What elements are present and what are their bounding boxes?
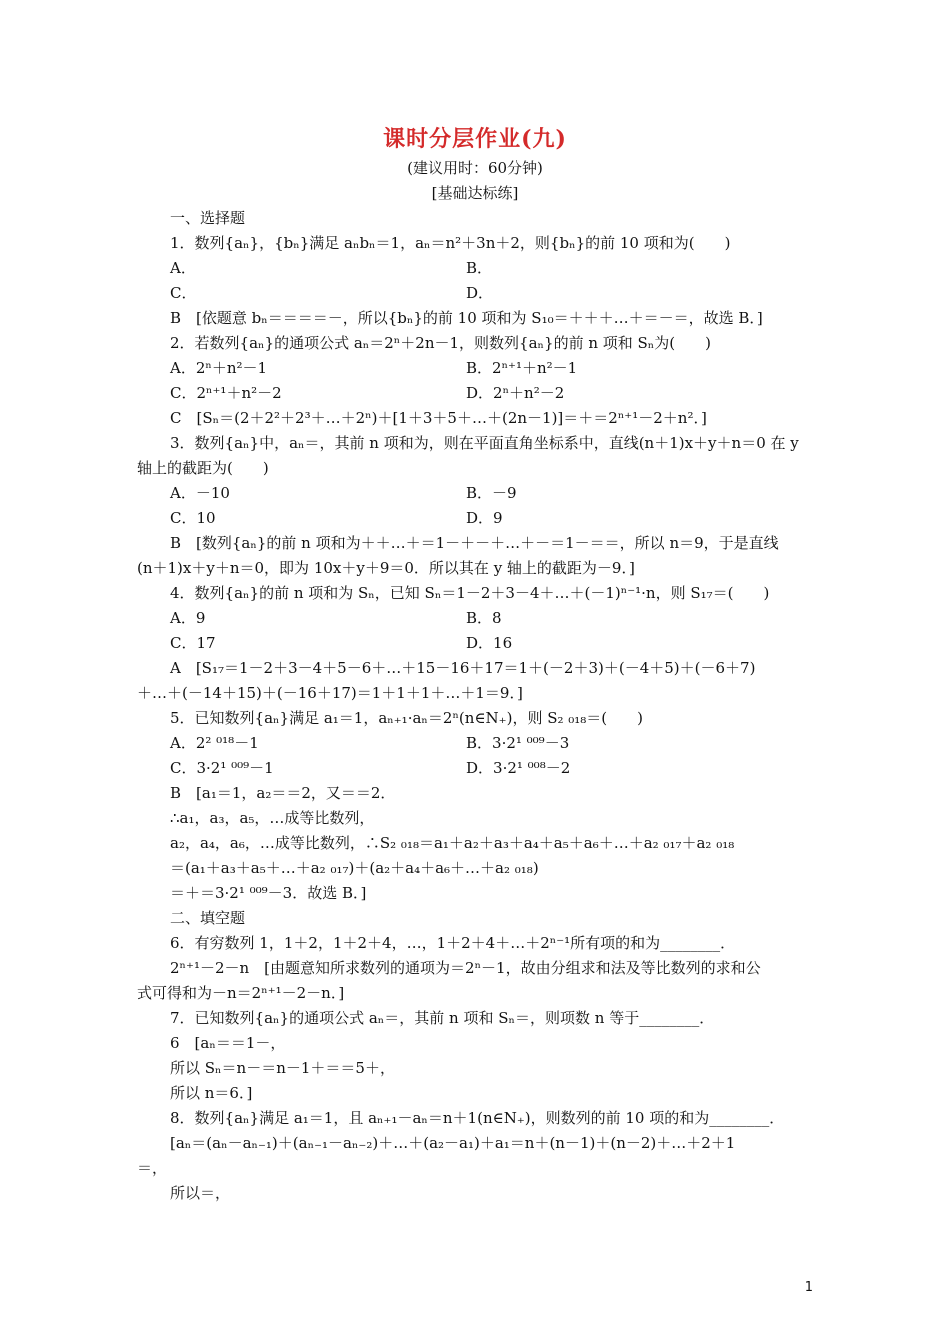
text-line: ＝(a₁＋a₃＋a₅＋…＋a₂ ₀₁₇)＋(a₂＋a₄＋a₆＋…＋a₂ ₀₁₈) (170, 859, 539, 877)
text-line: B．2ⁿ⁺¹＋n²－1 (466, 359, 578, 377)
text-line: C．10 (170, 509, 216, 527)
text-line: 式可得和为－n＝2ⁿ⁺¹－2－n．] (137, 984, 345, 1002)
text-line: 2．若数列{aₙ}的通项公式 aₙ＝2ⁿ＋2n－1，则数列{aₙ}的前 n 项和 Sₙ为( ) (170, 334, 711, 352)
text-line: A [S₁₇＝1－2＋3－4＋5－6＋…＋15－16＋17＝1＋(－2＋3)＋(－4＋5)＋(－6＋7) (170, 659, 756, 677)
text-line: 一、选择题 (170, 209, 246, 227)
text-line: ＋…＋(－14＋15)＋(－16＋17)＝1＋1＋1＋…＋1＝9．] (137, 684, 523, 702)
text-line: 1．数列{aₙ}，{bₙ}满足 aₙbₙ＝1，aₙ＝n²＋3n＋2，则{bₙ}的前 10 项和为( ) (170, 234, 731, 252)
text-line: D．2ⁿ＋n²－2 (466, 384, 565, 402)
text-line: B．－9 (466, 484, 517, 502)
text-line: B． (466, 259, 493, 277)
text-line: (n＋1)x＋y＋n＝0，即为 10x＋y＋9＝0．所以其在 y 轴上的截距为－9．] (137, 559, 635, 577)
text-line: 6 [aₙ＝＝1－， (170, 1034, 286, 1052)
text-line: ＝＋＝3·2¹ ⁰⁰⁹－3．故选 B．] (170, 884, 367, 902)
text-line: 2ⁿ⁺¹－2－n [由题意知所求数列的通项为＝2ⁿ－1，故由分组求和法及等比数列的求和公 (170, 959, 761, 977)
text-line: 所以＝， (170, 1184, 231, 1202)
text-line: B．3·2¹ ⁰⁰⁹－3 (466, 734, 570, 752)
time-hint: (建议用时：60分钟) (407, 159, 543, 177)
text-line: D．9 (466, 509, 503, 527)
text-line: D．16 (466, 634, 513, 652)
text-line: D． (466, 284, 494, 302)
text-line: A．2² ⁰¹⁸－1 (170, 734, 259, 752)
text-line: ＝， (137, 1159, 168, 1177)
text-line: C．2ⁿ⁺¹＋n²－2 (170, 384, 282, 402)
text-line: A． (170, 259, 196, 277)
text-line: A．－10 (170, 484, 230, 502)
text-line: B [a₁＝1，a₂＝＝2，又＝＝2． (170, 784, 396, 802)
text-line: 5．已知数列{aₙ}满足 a₁＝1，aₙ₊₁·aₙ＝2ⁿ(n∈N₊)，则 S₂ ₀₁₈＝( ) (170, 709, 644, 727)
text-line: 4．数列{aₙ}的前 n 项和为 Sₙ，已知 Sₙ＝1－2＋3－4＋…＋(－1)ⁿ⁻¹·n，则 S₁₇＝( ) (170, 584, 770, 602)
text-line: 轴上的截距为( ) (137, 459, 269, 477)
text-line: 所以 n＝6．] (170, 1084, 253, 1102)
text-line: [aₙ＝(aₙ－aₙ₋₁)＋(aₙ₋₁－aₙ₋₂)＋…＋(a₂－a₁)＋a₁＝n＋(n－1)＋(n－2)＋…＋2＋1 (170, 1134, 736, 1152)
text-line: C．17 (170, 634, 216, 652)
text-line: B [依题意 bₙ＝＝＝＝－，所以{bₙ}的前 10 项和为 S₁₀＝＋＋＋…＋＝－＝，故选 B．] (170, 309, 763, 327)
text-line: C． (170, 284, 197, 302)
text-line: 二、填空题 (170, 909, 246, 927)
text-line: C．3·2¹ ⁰⁰⁹－1 (170, 759, 274, 777)
text-line: B [数列{aₙ}的前 n 项和为＋＋…＋＝1－＋－＋…＋－＝1－＝＝，所以 n＝9，于是直线 (170, 534, 779, 552)
text-line: ∴a₁，a₃，a₅，…成等比数列， (170, 809, 375, 827)
text-line: a₂，a₄，a₆，…成等比数列，∴S₂ ₀₁₈＝a₁＋a₂＋a₃＋a₄＋a₅＋a₆＋…＋a₂ ₀₁₇＋a₂ ₀₁₈ (170, 834, 735, 852)
text-line: B．8 (466, 609, 502, 627)
text-line: D．3·2¹ ⁰⁰⁸－2 (466, 759, 571, 777)
text-line: 所以 Sₙ＝n－＝n－1＋＝＝5＋， (170, 1059, 395, 1077)
text-line: A．2ⁿ＋n²－1 (170, 359, 268, 377)
page-number: 1 (804, 1280, 813, 1295)
text-line: 3．数列{aₙ}中，aₙ＝，其前 n 项和为，则在平面直角坐标系中，直线(n＋1)x＋y＋n＝0 在 y (170, 434, 799, 452)
text-line: C [Sₙ＝(2＋2²＋2³＋…＋2ⁿ)＋[1＋3＋5＋…＋(2n－1)]＝＋＝2ⁿ⁺¹－2＋n²．] (170, 409, 707, 427)
text-line: 7．已知数列{aₙ}的通项公式 aₙ＝，其前 n 项和 Sₙ＝，则项数 n 等于________． (170, 1009, 715, 1027)
text-line: 6．有穷数列 1，1＋2，1＋2＋4，…，1＋2＋4＋…＋2ⁿ⁻¹所有项的和为________． (170, 934, 736, 952)
text-line: 8．数列{aₙ}满足 a₁＝1，且 aₙ₊₁－aₙ＝n＋1(n∈N₊)，则数列的前 10 项的和为________． (170, 1109, 785, 1127)
text-line: A．9 (170, 609, 206, 627)
level-label: [基础达标练] (431, 184, 519, 202)
page-title: 课时分层作业(九) (383, 126, 567, 152)
